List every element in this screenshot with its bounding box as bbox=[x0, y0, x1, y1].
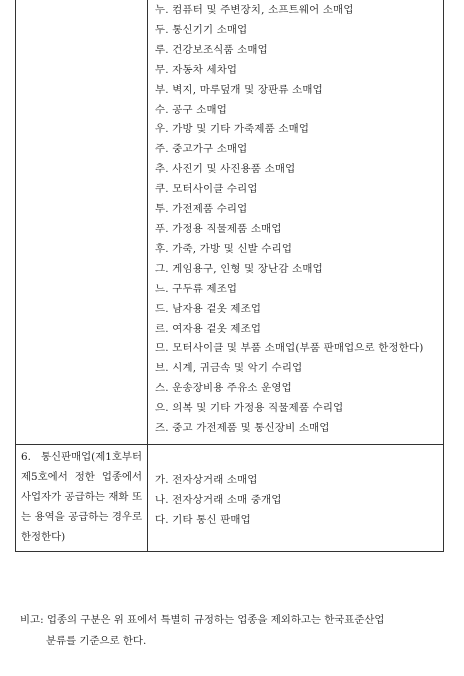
list-item: 쿠. 모터사이클 수리업 bbox=[155, 183, 258, 196]
items-cell bbox=[148, 0, 444, 444]
item-list bbox=[148, 445, 443, 551]
list-item: 누. 컴퓨터 및 주변장치, 소프트웨어 소매업 bbox=[155, 4, 354, 16]
list-item: 가. 전자상거래 소매업 bbox=[155, 473, 258, 486]
list-item: 드. 남자용 겉옷 제조업 bbox=[155, 302, 262, 315]
list-item: 푸. 가정용 직물제품 소매업 bbox=[155, 222, 282, 235]
list-item: 느. 구두류 제조업 bbox=[155, 282, 238, 295]
items-cell bbox=[148, 444, 444, 552]
list-item: 후. 가죽, 가방 및 신발 수리업 bbox=[155, 242, 293, 255]
list-item: 브. 시계, 귀금속 및 악기 수리업 bbox=[155, 362, 303, 375]
category-cell bbox=[16, 444, 148, 552]
list-item: 투. 가전제품 수리업 bbox=[155, 203, 248, 216]
list-item: 우. 가방 및 기타 가죽제품 소매업 bbox=[155, 123, 310, 136]
category-cell-empty bbox=[16, 0, 148, 444]
remark-line: 분류를 기준으로 한다. bbox=[46, 635, 147, 647]
list-item: 스. 운송장비용 주유소 운영업 bbox=[155, 382, 292, 395]
list-item: 부. 벽지, 마루덮개 및 장판류 소매업 bbox=[155, 83, 323, 96]
table-row bbox=[16, 444, 444, 552]
category-label: 6. 통신판매업(제1호부터 제5호에서 정한 업종에서 사업자가 공급하는 재화 또는 용역을 공급하는 경우로 한정한다) bbox=[21, 450, 142, 543]
industry-table bbox=[15, 0, 444, 552]
table-row bbox=[16, 0, 444, 444]
remark-note bbox=[20, 610, 440, 652]
list-item: 즈. 중고 가전제품 및 통신장비 소매업 bbox=[155, 422, 330, 435]
list-item: 그. 게임용구, 인형 및 장난감 소매업 bbox=[155, 262, 323, 275]
list-item: 추. 사진기 및 사진용품 소매업 bbox=[155, 163, 296, 176]
list-item: 무. 자동차 세차업 bbox=[155, 63, 238, 76]
list-item: 루. 건강보조식품 소매업 bbox=[155, 43, 268, 56]
list-item: 르. 여자용 겉옷 제조업 bbox=[155, 322, 262, 335]
list-item: 므. 모터사이클 및 부품 소매업(부품 판매업으로 한정한다) bbox=[155, 342, 424, 355]
list-item: 으. 의복 및 기타 가정용 직물제품 수리업 bbox=[155, 402, 344, 415]
list-item: 주. 중고가구 소매업 bbox=[155, 143, 248, 156]
list-item: 수. 공구 소매업 bbox=[155, 103, 227, 116]
item-list bbox=[148, 0, 443, 444]
list-item: 다. 기타 통신 판매업 bbox=[155, 513, 251, 526]
list-item: 두. 통신기기 소매업 bbox=[155, 23, 248, 36]
remark-line: 비고: 업종의 구분은 위 표에서 특별히 규정하는 업종을 제외하고는 한국표준산업 bbox=[20, 614, 385, 626]
list-item: 나. 전자상거래 소매 중개업 bbox=[155, 493, 282, 506]
